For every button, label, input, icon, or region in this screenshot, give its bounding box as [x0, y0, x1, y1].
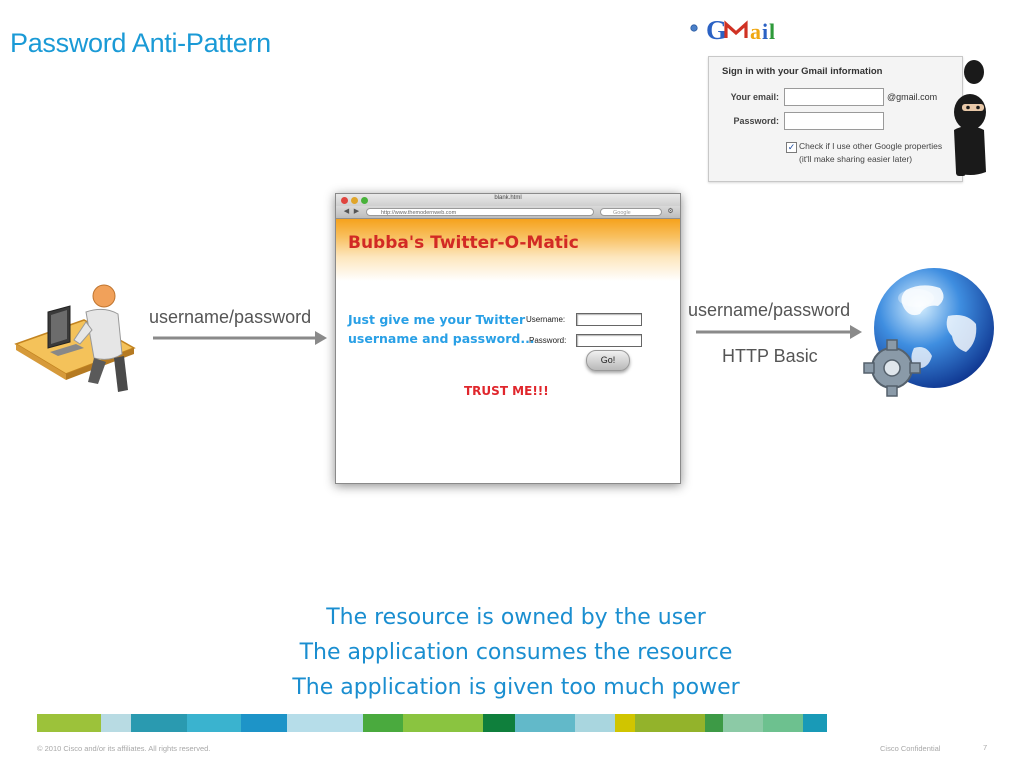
confidential-text: Cisco Confidential — [880, 744, 941, 753]
strip-segment — [101, 714, 131, 732]
page-number: 7 — [983, 743, 988, 752]
thief-icon — [948, 52, 996, 182]
gmail-logo — [688, 12, 798, 46]
app-title: Bubba's Twitter-O-Matic — [348, 233, 579, 253]
username-label: Username: — [526, 315, 566, 324]
gmail-checkbox-note: (it'll make sharing easier later) — [799, 154, 913, 164]
statement-3: The application is given too much power — [292, 675, 740, 700]
forward-icon[interactable]: ▶ — [353, 208, 360, 215]
statement-2: The application consumes the resource — [299, 640, 733, 665]
password-label: Password: — [529, 336, 567, 345]
strip-segment — [241, 714, 287, 732]
url-bar[interactable]: http://www.themodernweb.com — [366, 208, 594, 216]
gmail-password-input[interactable] — [784, 112, 884, 130]
browser-window-title: blank.html — [494, 195, 522, 201]
browser-titlebar — [336, 194, 680, 206]
arrow-right-icon — [151, 330, 329, 346]
gmail-signin-panel — [708, 56, 963, 182]
strip-segment — [187, 714, 241, 732]
bottom-statements — [200, 600, 832, 705]
strip-segment — [287, 714, 363, 732]
strip-segment — [575, 714, 615, 732]
trust-me-text: TRUST ME!!! — [464, 384, 549, 398]
gmail-email-label: Your email: — [730, 92, 779, 102]
app-to-service-label: username/password — [688, 300, 851, 320]
strip-segment — [37, 714, 101, 732]
gmail-checkbox[interactable]: ✓ — [787, 142, 796, 152]
back-icon[interactable]: ◀ — [343, 208, 350, 215]
strip-segment — [515, 714, 575, 732]
browser-search-input[interactable]: Google — [600, 208, 662, 216]
browser-page — [336, 219, 680, 483]
pitch-line-2: username and password... — [348, 331, 535, 346]
strip-segment — [615, 714, 635, 732]
copyright-text: © 2010 Cisco and/or its affiliates. All rights reserved. — [37, 744, 211, 753]
password-input[interactable] — [576, 334, 642, 347]
strip-segment — [705, 714, 723, 732]
go-button[interactable]: Go! — [586, 350, 630, 371]
arrow-right-icon — [694, 324, 864, 340]
strip-segment — [403, 714, 483, 732]
slide-title: Password Anti-Pattern — [10, 28, 271, 58]
pitch-line-1: Just give me your Twitter — [348, 312, 526, 327]
gmail-panel-title: Sign in with your Gmail information — [722, 66, 883, 77]
gmail-password-label: Password: — [733, 116, 779, 126]
svg-text:a: a — [750, 19, 761, 44]
browser-toolbar — [336, 206, 680, 219]
svg-text:G: G — [706, 15, 728, 45]
gmail-email-input[interactable] — [784, 88, 884, 106]
http-basic-label: HTTP Basic — [722, 346, 818, 366]
strip-segment — [635, 714, 705, 732]
strip-segment — [763, 714, 803, 732]
strip-segment — [723, 714, 763, 732]
settings-icon[interactable]: ⚙ — [667, 208, 674, 215]
gmail-email-suffix: @gmail.com — [887, 92, 938, 102]
svg-text:l: l — [769, 19, 776, 44]
globe-gear-icon — [862, 264, 996, 400]
strip-segment — [803, 714, 827, 732]
user-at-computer-icon — [14, 282, 136, 400]
svg-text:i: i — [762, 19, 769, 44]
user-to-app-label: username/password — [149, 307, 312, 327]
statement-1: The resource is owned by the user — [326, 605, 706, 630]
strip-segment — [131, 714, 187, 732]
gmail-checkbox-label: Check if I use other Google properties — [799, 141, 943, 151]
footer-color-strip — [37, 714, 987, 732]
strip-segment — [483, 714, 515, 732]
strip-segment — [363, 714, 403, 732]
username-input[interactable] — [576, 313, 642, 326]
browser-window — [335, 193, 681, 484]
